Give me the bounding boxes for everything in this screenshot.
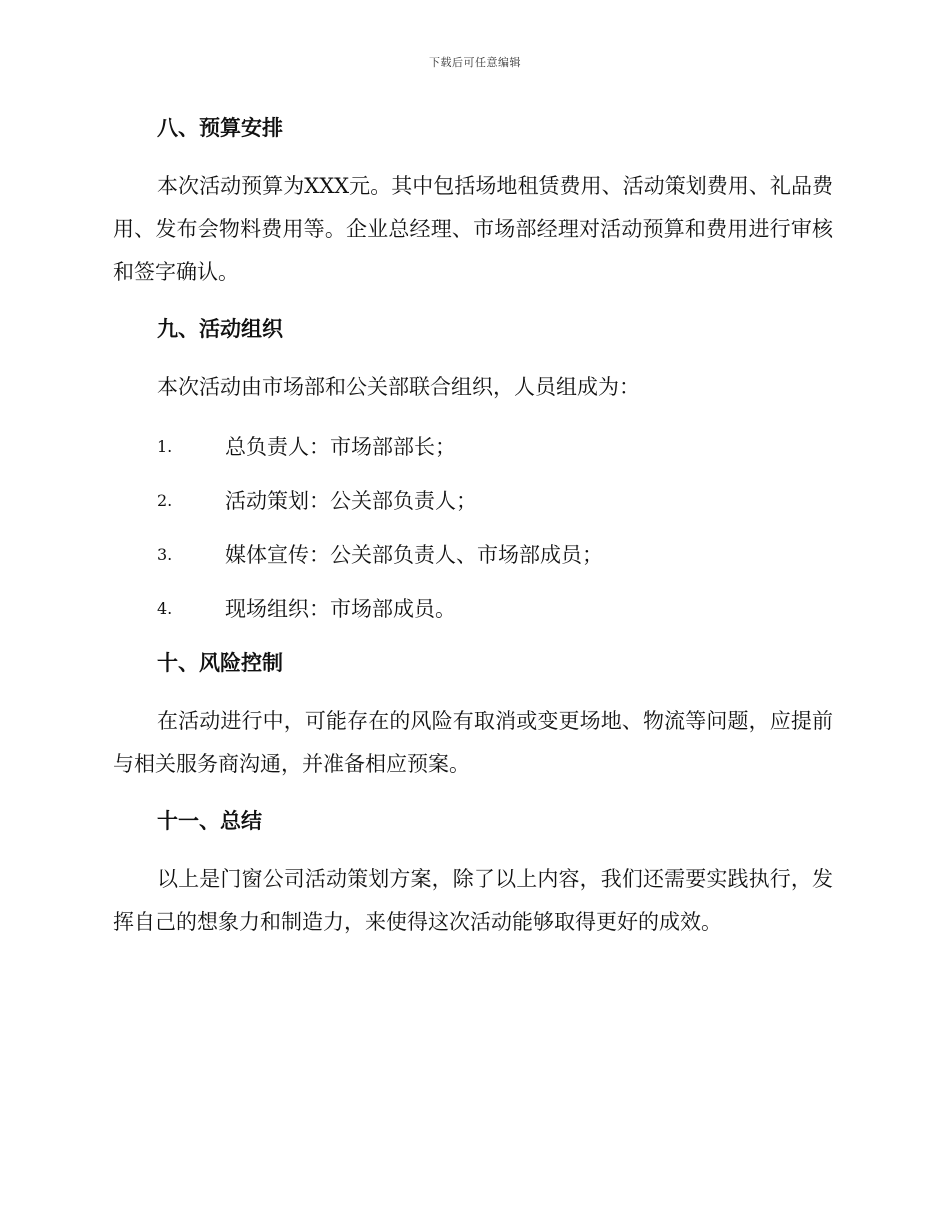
section-heading-summary: 十一、总结	[157, 809, 262, 833]
list-item	[113, 539, 833, 571]
list-item-number: 1.	[157, 437, 173, 456]
list-item-text: 现场组织：市场部成员。	[225, 597, 456, 621]
page-header: 下载后可任意编辑	[429, 56, 521, 69]
summary-paragraph: 以上是门窗公司活动策划方案，除了以上内容，我们还需要实践执行，发挥自己的想象力和制造力，来使得这次活动能够取得更好的成效。	[113, 867, 833, 934]
budget-paragraph: 本次活动预算为XXX元。其中包括场地租赁费用、活动策划费用、礼品费用、发布会物料费用等。企业总经理、市场部经理对活动预算和费用进行审核和签字确认。	[113, 174, 833, 284]
list-item-number: 4.	[157, 599, 173, 618]
risk-paragraph: 在活动进行中，可能存在的风险有取消或变更场地、物流等问题，应提前与相关服务商沟通，并准备相应预案。	[113, 709, 833, 776]
list-item-text: 媒体宣传：公关部负责人、市场部成员；	[225, 543, 603, 567]
list-item	[113, 593, 833, 625]
list-item-number: 3.	[157, 545, 173, 564]
section-heading-budget: 八、预算安排	[157, 116, 283, 140]
list-item-text: 活动策划：公关部负责人；	[225, 489, 477, 513]
organization-intro: 本次活动由市场部和公关部联合组织，人员组成为：	[157, 375, 640, 399]
list-item	[113, 485, 833, 517]
list-item-text: 总负责人：市场部部长；	[225, 435, 456, 459]
section-heading-risk: 十、风险控制	[157, 651, 283, 675]
document-body	[113, 112, 833, 944]
section-heading-organization: 九、活动组织	[157, 317, 283, 341]
list-item-number: 2.	[157, 491, 173, 510]
list-item	[113, 431, 833, 463]
